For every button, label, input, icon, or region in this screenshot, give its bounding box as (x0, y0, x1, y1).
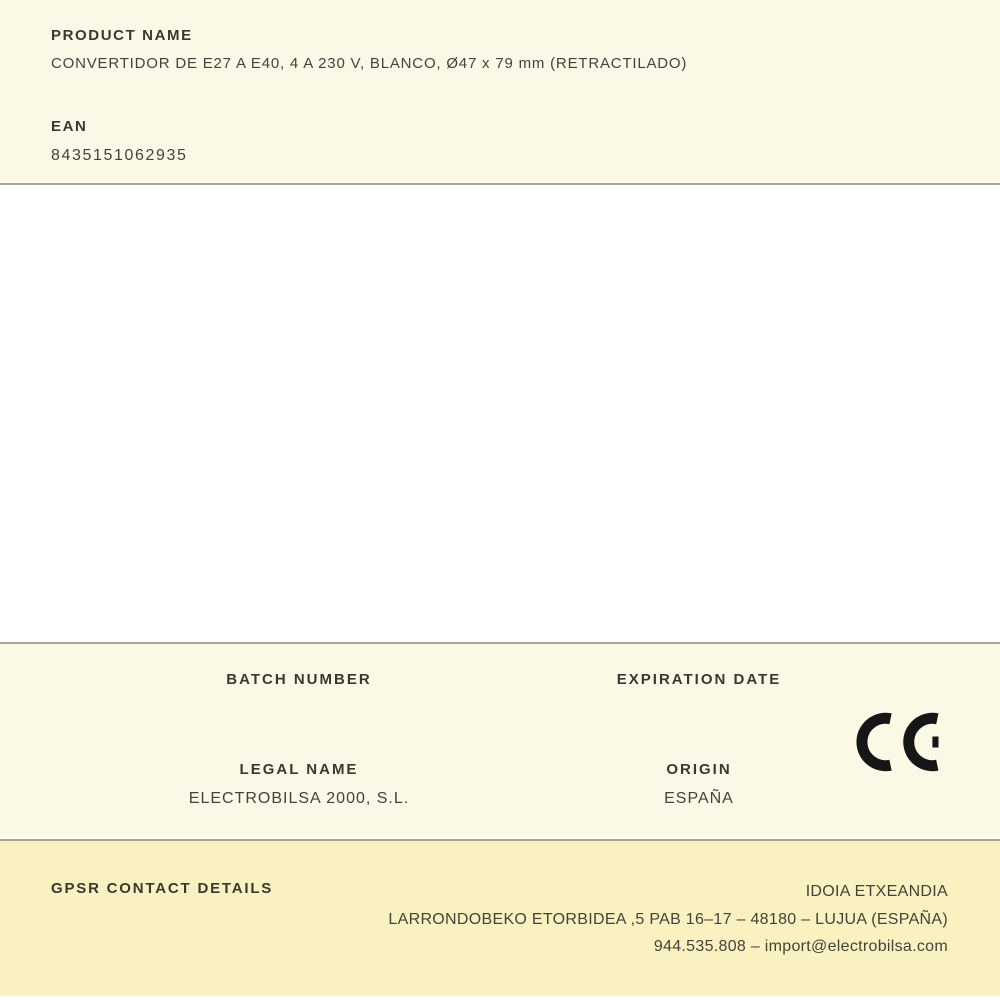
ce-column (800, 644, 1000, 777)
details-section (0, 642, 1000, 841)
ce-mark-icon (856, 712, 944, 777)
origin-value: ESPAÑA (664, 790, 734, 807)
gpsr-contact-section (0, 841, 1000, 996)
contact-address: LARRONDOBEKO ETORBIDEA ,5 PAB 16–17 – 48180 – LUJUA (ESPAÑA) (388, 910, 948, 928)
product-info-section (0, 0, 1000, 185)
blank-area (0, 185, 1000, 642)
product-name-label: PRODUCT NAME (51, 27, 193, 44)
gpsr-contact-label: GPSR CONTACT DETAILS (51, 880, 274, 897)
contact-phone-email: 944.535.808 – import@electrobilsa.com (653, 938, 948, 955)
contact-name: IDOIA ETXEANDIA (805, 883, 948, 900)
origin-label: ORIGIN (666, 761, 732, 778)
legal-name-value: ELECTROBILSA 2000, S.L. (188, 790, 410, 807)
batch-number-label: BATCH NUMBER (226, 671, 372, 688)
expiration-date-label: EXPIRATION DATE (616, 671, 782, 688)
details-left-column (0, 644, 598, 808)
details-middle-column (598, 644, 800, 808)
product-name-value: CONVERTIDOR DE E27 A E40, 4 A 230 V, BLANCO, Ø47 x 79 mm (RETRACTILADO) (51, 55, 688, 72)
ean-value: 8435151062935 (51, 147, 188, 164)
contact-lines (388, 878, 948, 996)
legal-name-label: LEGAL NAME (239, 761, 359, 778)
ean-label: EAN (51, 118, 88, 135)
